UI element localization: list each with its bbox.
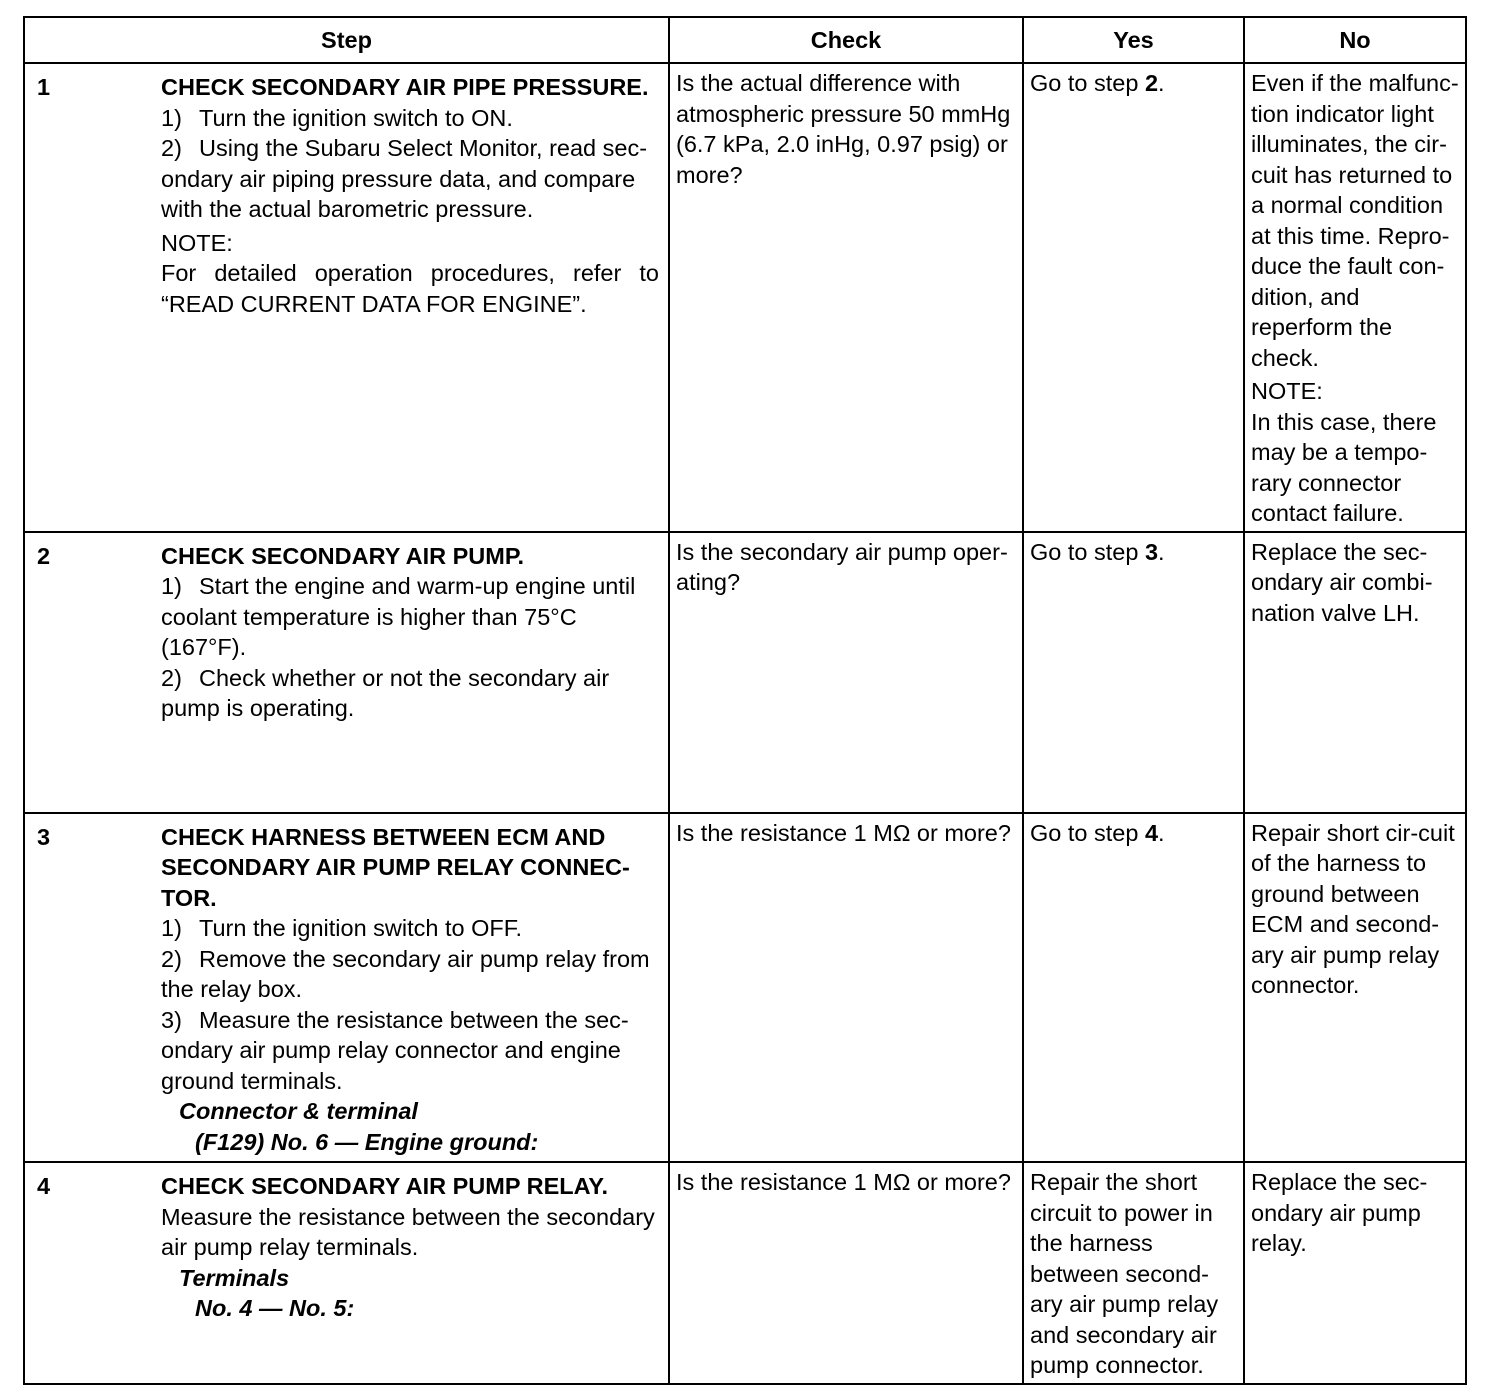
check-cell: Is the actual difference with atmospheric pressure 50 mmHg (6.7 kPa, 2.0 inHg, 0.97 psig) or more? [669,63,1023,532]
check-cell: Is the secondary air pump oper-ating? [669,532,1023,813]
step-title: CHECK SECONDARY AIR PIPE PRESSURE. [161,74,649,100]
step-title: CHECK SECONDARY AIR PUMP. [161,542,524,569]
step-cell [24,63,669,532]
no-cell: Even if the malfunc-tion indicator light illuminates, the cir-cuit has returned to a normal condition at this time. Repro-duce the fault con-dition, and reperform the check. NOTE: In this case, there may be a tempo-rary connector contact failure. [1244,63,1466,532]
step-body: Measure the resistance between the secondary air pump relay terminals. [161,1203,655,1260]
yes-cell: Go to step 3. [1023,532,1244,813]
header-no: No [1244,17,1466,63]
step-reference: 4 [1144,819,1159,846]
step-item: 2) Check whether or not the secondary air pump is operating. [161,664,610,721]
step-number: 2 [37,542,51,569]
check-cell: Is the resistance 1 MΩ or more? [669,1162,1023,1384]
diagnostic-table [23,16,1467,1385]
note-text: In this case, there may be a tempo-rary connector contact failure. [1251,408,1437,526]
no-cell: Replace the sec-ondary air combi-nation valve LH. [1244,532,1466,813]
step-item: 2) Remove the secondary air pump relay from the relay box. [161,945,650,1002]
step-cell [24,1162,669,1384]
spec-label: Terminals [179,1264,290,1291]
step-item: 1) Turn the ignition switch to OFF. [161,915,523,941]
step-item: 2) Using the Subaru Select Monitor, read sec-ondary air piping pressure data, and compare with the actual barometric pressure. [161,135,648,222]
step-reference: 2 [1144,70,1159,96]
header-row [24,17,1466,63]
no-cell: Repair short cir-cuit of the harness to ground between ECM and second-ary air pump relay connector. [1244,813,1466,1163]
spec-value: (F129) No. 6 — Engine ground: [195,1128,539,1155]
step-number: 4 [37,1173,51,1199]
note-text: For detailed operation procedures, refer to “READ CURRENT DATA FOR ENGINE”. [161,260,659,317]
no-cell: Replace the sec-ondary air pump relay. [1244,1162,1466,1384]
table-row [24,1162,1466,1384]
header-yes: Yes [1023,17,1244,63]
yes-cell: Repair the short circuit to power in the harness between second-ary air pump relay and secondary air pump connector. [1023,1162,1244,1384]
step-item: 3) Measure the resistance between the sec-ondary air pump relay connector and engine ground terminals. [161,1006,629,1094]
step-number: 1 [37,74,51,100]
header-check: Check [669,17,1023,63]
spec-value: No. 4 — No. 5: [195,1295,355,1321]
step-item: 1) Turn the ignition switch to ON. [161,104,513,131]
step-cell [24,532,669,813]
step-item: 1) Start the engine and warm-up engine until coolant temperature is higher than 75°C (167°F). [161,573,636,660]
step-title: CHECK HARNESS BETWEEN ECM AND SECONDARY AIR PUMP RELAY CONNEC-TOR. [161,823,630,911]
note-label: NOTE: [1251,378,1323,404]
step-number: 3 [37,823,51,850]
spec-label: Connector & terminal [179,1098,418,1124]
step-cell [24,813,669,1163]
header-step: Step [24,17,669,63]
note-label: NOTE: [161,229,233,256]
table-row [24,532,1466,813]
table-row [24,813,1466,1163]
table-row [24,63,1466,532]
check-cell: Is the resistance 1 MΩ or more? [669,813,1023,1163]
step-reference: 3 [1144,538,1159,565]
step-title: CHECK SECONDARY AIR PUMP RELAY. [161,1173,609,1199]
yes-cell: Go to step 4. [1023,813,1244,1163]
yes-cell: Go to step 2. [1023,63,1244,532]
